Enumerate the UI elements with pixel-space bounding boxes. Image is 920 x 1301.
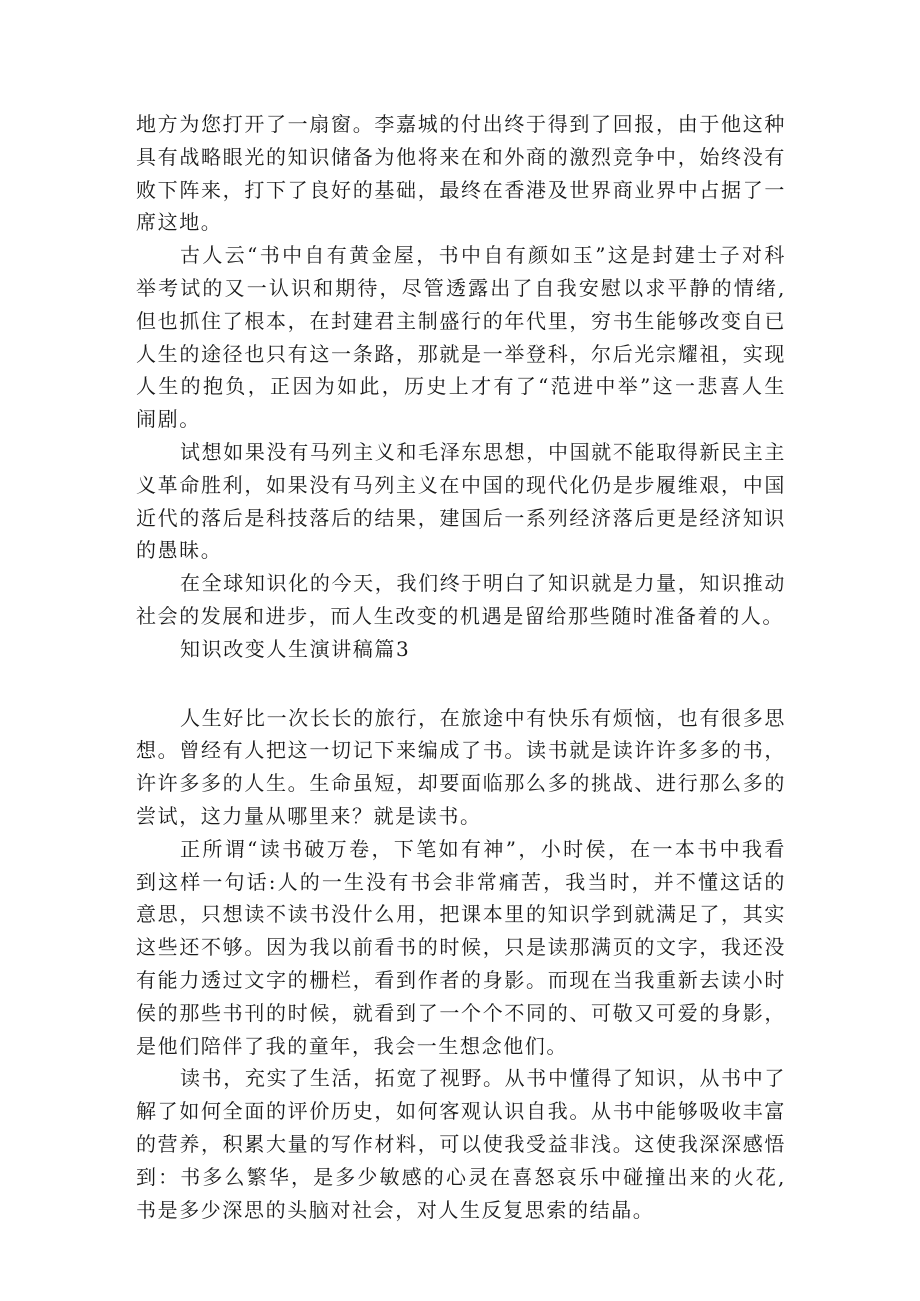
paragraph-reading-benefits: 读书，充实了生活，拓宽了视野。从书中懂得了知识，从书中了解了如何全面的评价历史，如何客观认识自我。从书中能够吸收丰富的营养，积累大量的写作材料，可以使我受益非浅。这使我深深感悟到：书多么繁华，是多少敏感的心灵在喜怒哀乐中碰撞出来的火花,书是多少深思的头脑对社会，对人生反复思索的结晶。 <box>136 1066 786 1222</box>
paragraph-reading-childhood: 正所谓“读书破万卷，下笔如有神”，小时侯，在一本书中我看到这样一句话:人的一生没有书会非常痛苦，我当时，并不懂这话的意思，只想读不读书没什么用，把课本里的知识学到就满足了，其实这些还不够。因为我以前看书的时候，只是读那满页的文字，我还没有能力透过文字的栅栏，看到作者的身影。而现在当我重新去读小时侯的那些书刊的时候，就看到了一个个不同的、可敬又可爱的身影，是他们陪伴了我的童年，我会一生想念他们。 <box>136 836 786 1058</box>
document-body <box>136 108 786 1226</box>
section-heading: 知识改变人生演讲稿篇3 <box>180 636 411 661</box>
paragraph-life-journey: 人生好比一次长长的旅行，在旅途中有快乐有烦恼，也有很多思想。曾经有人把这一切记下来编成了书。读书就是读许许多多的书，许许多多的人生。生命虽短，却要面临那么多的挑战、进行那么多的尝试，这力量从哪里来？就是读书。 <box>136 705 786 828</box>
paragraph-ancient-saying: 古人云“书中自有黄金屋，书中自有颜如玉”这是封建士子对科举考试的又一认识和期待，尽管透露出了自我安慰以求平静的情绪,但也抓住了根本，在封建君主制盛行的年代里，穷书生能够改变自已人生的途径也只有这一条路，那就是一举登科，尔后光宗耀祖，实现人生的抱负，正因为如此，历史上才有了“范进中举”这一悲喜人生闹剧。 <box>136 243 786 432</box>
paragraph-marxism: 试想如果没有马列主义和毛泽东思想，中国就不能取得新民主主义革命胜利，如果没有马列主义在中国的现代化仍是步履维艰，中国近代的落后是科技落后的结果，建国后一系列经济落后更是经济知识的愚昧。 <box>136 439 786 563</box>
paragraph-continued: 地方为您打开了一扇窗。李嘉城的付出终于得到了回报，由于他这种具有战略眼光的知识储备为他将来在和外商的激烈竞争中，始终没有败下阵来，打下了良好的基础，最终在香港及世界商业界中占据了一席这地。 <box>136 112 786 235</box>
paragraph-knowledge-power: 在全球知识化的今天，我们终于明白了知识就是力量，知识推动社会的发展和进步，而人生改变的机遇是留给那些随时准备着的人。 <box>136 571 786 628</box>
section-gap <box>136 666 786 702</box>
